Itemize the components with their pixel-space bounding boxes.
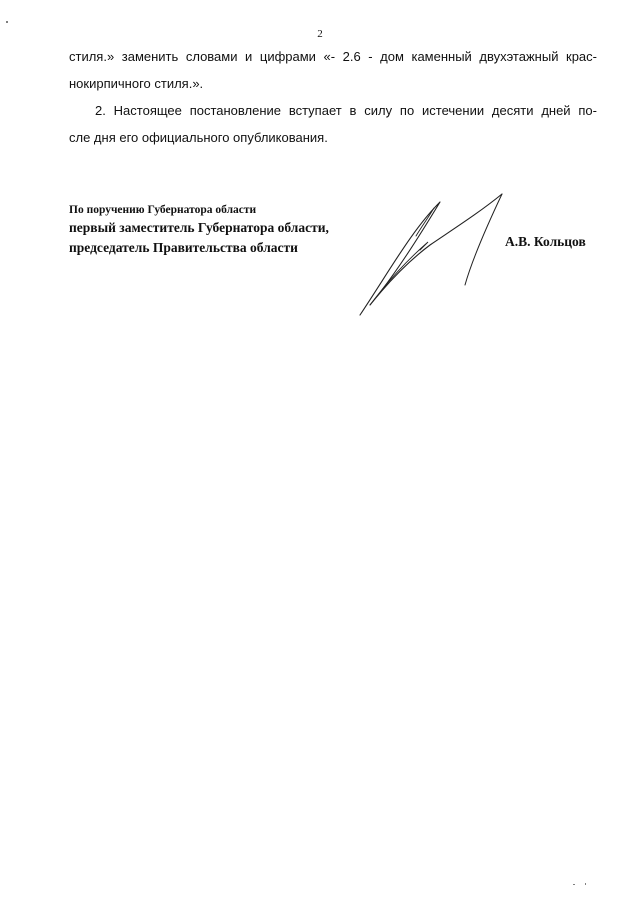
paragraph-2-line-2: сле дня его официального опубликования. <box>69 130 328 145</box>
paragraph-1-line-2: нокирпичного стиля.». <box>69 76 204 91</box>
scan-speck <box>6 21 8 23</box>
paragraph-1-line-1: стиля.» заменить словами и цифрами «- 2.6 - дом каменный двухэтажный крас- <box>69 49 597 64</box>
scan-speck <box>573 884 575 885</box>
signatory-title-block <box>69 202 329 258</box>
paragraph-2 <box>69 97 597 151</box>
paragraph-1 <box>69 43 597 97</box>
signatory-authority-line: По поручению Губернатора области <box>69 204 257 216</box>
signatory-position-line-2: председатель Правительства области <box>69 240 298 255</box>
signatory-position-line-1: первый заместитель Губернатора области, <box>69 220 329 235</box>
scan-speck <box>585 883 586 885</box>
signatory-name: А.В. Кольцов <box>505 234 586 249</box>
page-number: 2 <box>317 28 323 40</box>
handwritten-signature <box>350 190 510 320</box>
paragraph-2-line-1: 2. Настоящее постановление вступает в силу по истечении десяти дней по- <box>95 103 597 118</box>
